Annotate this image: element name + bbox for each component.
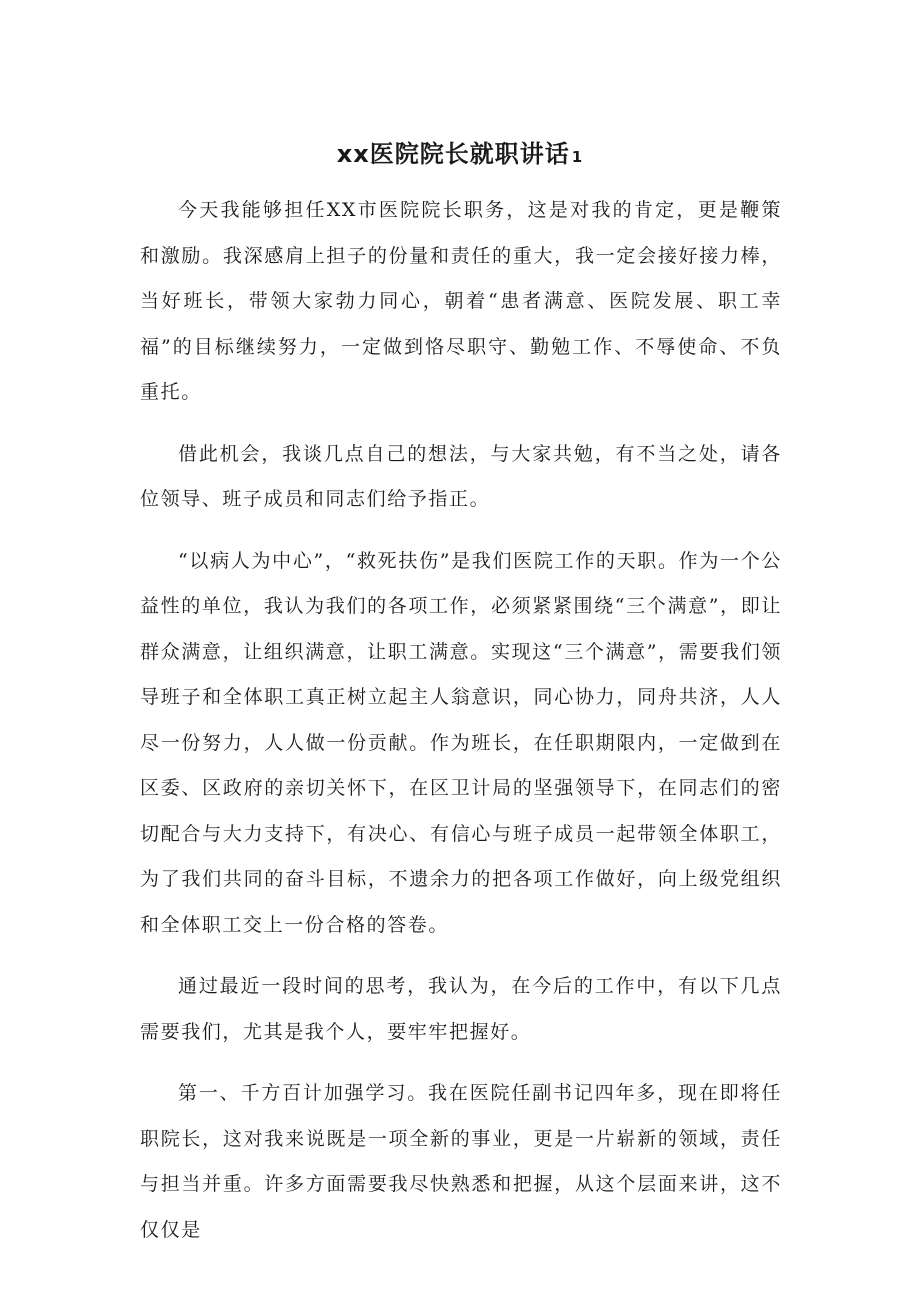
paragraph-reflection: 通过最近一段时间的思考，我认为，在今后的工作中，有以下几点需要我们，尤其是我个人，要牢牢把握好。 xyxy=(140,975,782,1043)
paragraph-first-point: 第一、千方百计加强学习。我在医院任副书记四年多，现在即将任职院长，这对我来说既是一项全新的事业，更是一片崭新的领域，责任与担当并重。许多方面需要我尽快熟悉和把握，从这个层面来讲，这不仅仅是 xyxy=(140,1082,782,1241)
title-text: xx医院院长就职讲话 xyxy=(336,140,570,168)
document-title xyxy=(0,136,920,175)
title-footnote-number: 1 xyxy=(571,148,584,166)
document-body xyxy=(140,188,782,1269)
paragraph-opportunity: 借此机会，我谈几点自己的想法，与大家共勉，有不当之处，请各位领导、班子成员和同志们给予指正。 xyxy=(140,442,782,510)
paragraph-appointment: 今天我能够担任XX市医院院长职务，这是对我的肯定，更是鞭策和激励。我深感肩上担子的份量和责任的重大，我一定会接好接力棒，当好班长，带领大家勃力同心，朝着“患者满意、医院发展、职工幸福”的目标继续努力，一定做到恪尽职守、勤勉工作、不辱使命、不负重托。 xyxy=(140,199,782,403)
paragraph-patient-centered: “以病人为中心”，“救死扶伤”是我们医院工作的天职。作为一个公益性的单位，我认为我们的各项工作，必须紧紧围绕“三个满意”，即让群众满意，让组织满意，让职工满意。实现这“三个满意”，需要我们领导班子和全体职工真正树立起主人翁意识，同心协力，同舟共济，人人尽一份努力，人人做一份贡献。作为班长，在任职期限内，一定做到在区委、区政府的亲切关怀下，在区卫计局的坚强领导下，在同志们的密切配合与大力支持下，有决心、有信心与班子成员一起带领全体职工，为了我们共同的奋斗目标，不遗余力的把各项工作做好，向上级党组织和全体职工交上一份合格的答卷。 xyxy=(140,549,782,936)
